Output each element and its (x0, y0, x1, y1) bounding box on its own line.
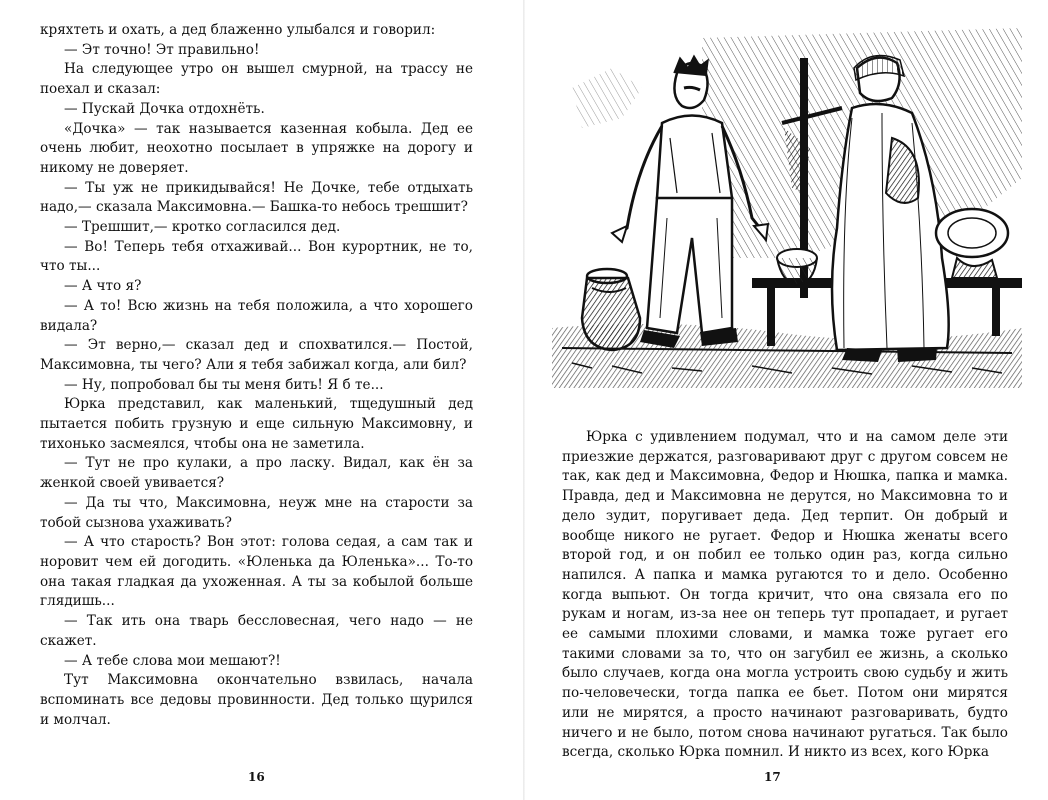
ink-drawing-boy-and-woman (552, 28, 1022, 388)
paragraph: кряхтеть и охать, а дед блаженно улыбался и говорил: (40, 22, 436, 38)
paragraph: — А тебе слова мои мешают?! (64, 652, 281, 669)
paragraph: — Ну, попробовал бы ты меня бить! Я б те... (64, 376, 384, 393)
paragraph: — А что я? (64, 278, 142, 295)
paragraph: — А что старость? Вон этот: голова седая, а сам так и норовит чем ей догодить. «Юленька да Юленька»... То-то она такая гладкая да ухоженная. А ты за кобылой больше глядишь... (40, 534, 473, 610)
page-number: 17 (764, 770, 781, 784)
paragraph: — Да ты что, Максимовна, неуж мне на старости за тобой сызнова ухаживать? (40, 494, 473, 531)
right-page (524, 0, 1048, 800)
page-number: 16 (248, 770, 265, 784)
paragraph: — Во! Теперь тебя отхаживай... Вон курортник, не то, что ты... (40, 238, 473, 275)
paragraph: Тут Максимовна окончательно взвилась, начала вспоминать все дедовы провинности. Дед только щурился и молчал. (40, 672, 473, 728)
paragraph: Юрка с удивлением подумал, что и на самом деле эти приезжие держатся, разговаривают друг с другом совсем не так, как дед и Максимовна, Федор и Нюшка, папка и мамка. Правда, дед и Максимовна не дерутся, но Максимовна то и дело зудит, поругивает деда. Дед терпит. Он добрый и вообще никого не ругает. Федор и Нюшка женаты всего второй год, и он побил ее только один раз, когда сильно напился. А папка и мамка ругаются то и дело. Особенно когда выпьют. Он тогда кричит, что она связала его по рукам и ногам, из-за нее он теперь тут пропадает, и ругает ее самыми плохими словами, и мамка тоже ругает его такими словами за то, что он загубил ее жизнь, а сколько было случаев, когда она могла устроить свою судьбу и жить по-человечески, тогда папка ее бьет. Потом они мирятся или не мирятся, а просто начинают разговаривать, будто ничего и не было, потом снова начинают ругаться. Так было всегда, сколько Юрка помнил. И никто из всех, кого Юрка (562, 429, 1008, 761)
paragraph: — Так ить она тварь бессловесная, чего надо — не скажет. (40, 613, 473, 649)
paragraph: — Тут не про кулаки, а про ласку. Видал, как ён за женкой своей увивается? (40, 455, 473, 492)
paragraph: — Трешшит,— кротко согласился дед. (64, 219, 341, 236)
paragraph: — Ты уж не прикидывайся! Не Дочке, тебе отдыхать надо,— сказала Максимовна.— Башка-то небось трешшит? (40, 179, 473, 216)
paragraph: — А то! Всю жизнь на тебя положила, а что хорошего видала? (40, 297, 473, 334)
paragraph: На следующее утро он вышел смурной, на трассу не поехал и сказал: (40, 61, 473, 98)
milk-can-drawing (582, 269, 640, 350)
right-page-text (562, 428, 1008, 763)
paragraph: — Пускай Дочка отдохнёть. (64, 100, 265, 117)
paragraph: — Эт верно,— сказал дед и спохватился.— Постой, Максимовна, ты чего? Али я тебя забижал когда, али бил? (40, 337, 473, 373)
illustration (552, 28, 1022, 388)
paragraph: Юрка представил, как маленький, тщедушный дед пытается побить грузную и еще сильную Максимовну, и тихонько засмеялся, чтобы она не заметила. (40, 396, 473, 452)
paragraph: — Эт точно! Эт правильно! (64, 41, 260, 58)
left-page-text (40, 21, 473, 730)
paragraph: «Дочка» — так называется казенная кобыла. Дед ее очень любит, неохотно посылает в упряжке на дорогу и никому не доверяет. (40, 120, 473, 176)
